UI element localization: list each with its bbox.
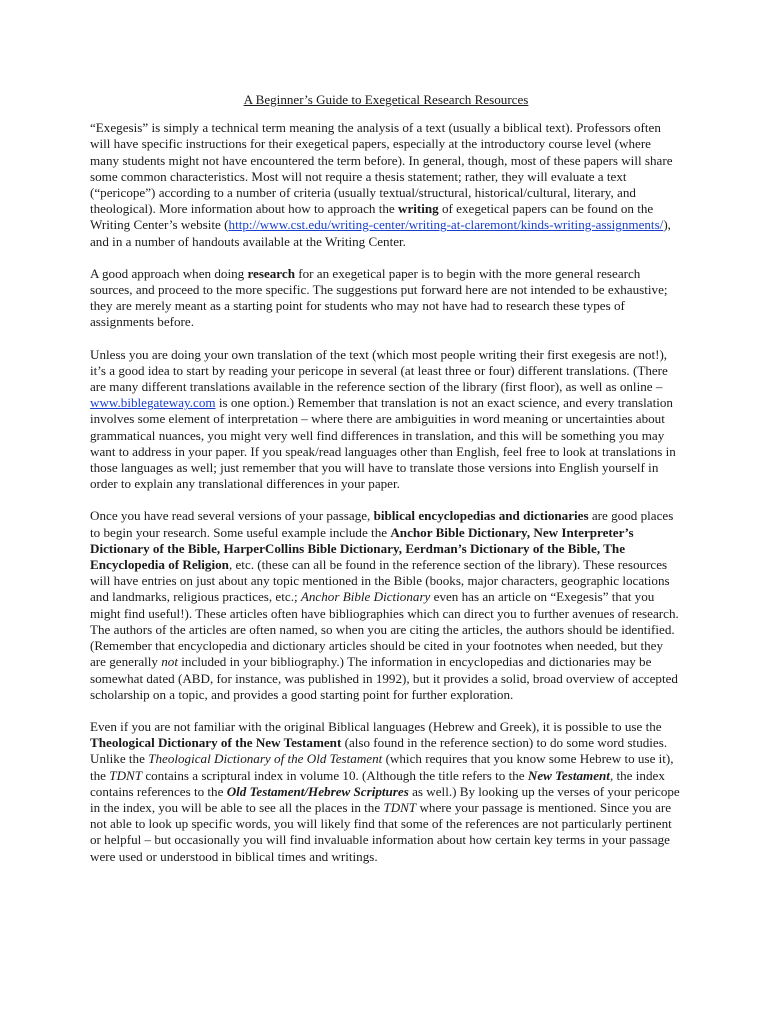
writing-center-link[interactable]: http://www.cst.edu/writing-center/writing-at-claremont/kinds-writing-assignments/ xyxy=(228,217,664,233)
text: , the index contains references to the xyxy=(90,767,665,799)
bold-encyclopedias: biblical encyclopedias and dictionaries xyxy=(373,508,589,524)
bold-dictionary-list: Anchor Bible Dictionary, New Interpreter’s Dictionary of the Bible, HarperCollins Bible Dictionary, Eerdman’s Dictionary of the Bible, The Encyclopedia of Religion xyxy=(90,524,634,573)
bold-italic-old-testament: Old Testament/Hebrew Scriptures xyxy=(226,783,409,799)
text: as well.) By looking up the verses of your pericope in the index, you will be able to see all the places in the xyxy=(90,783,680,815)
text: for an exegetical paper is to begin with the more general research sources, and proceed to the more specific. The suggestions put forward here are not intended to be exhaustive; they are merely meant as a starting point for students who may not have had to research these types of assignments before. xyxy=(90,265,668,330)
text: A good approach when doing xyxy=(90,265,248,281)
text: , etc. (these can all be found in the reference section of the library). These resources will have entries on just about any topic mentioned in the Bible (books, major characters, geographic locations and landmarks, religious practices, etc.; xyxy=(90,557,670,605)
text: are good places to begin your research. Some useful example include the xyxy=(90,508,674,540)
text: Once you have read several versions of your passage, xyxy=(90,508,374,524)
paragraph-tdnt xyxy=(90,719,682,865)
text: (which requires that you know some Hebrew to use it), the xyxy=(90,751,674,783)
text: included in your bibliography.) The information in encyclopedias and dictionaries may be somewhat dated (ABD, for instance, was published in 1992), but it provides a solid, broad overview of accepted scholarship on a topic, and provides a good starting point for further exploration. xyxy=(90,654,678,702)
paragraph-research-approach xyxy=(90,266,682,331)
paragraph-encyclopedias xyxy=(90,508,682,702)
bold-writing: writing xyxy=(397,201,439,217)
bold-tdnt: Theological Dictionary of the New Testament xyxy=(90,735,342,751)
italic-tdnt: TDNT xyxy=(109,767,143,783)
text: “Exegesis” is simply a technical term meaning the analysis of a text (usually a biblical text). Professors often will have specific instructions for their exegetical papers, especially at the introductory course level (where many students might not have encountered the term before). In general, though, most of these papers will share some common characteristics. Most will not require a thesis statement; rather, they will evaluate a text (“pericope”) according to a number of criteria (usually textual/structural, historical/cultural, literary, and theological). More information about how to approach the xyxy=(90,120,673,217)
italic-abd: Anchor Bible Dictionary xyxy=(300,589,431,605)
italic-tdnt: TDNT xyxy=(383,799,417,815)
bold-italic-new-testament: New Testament xyxy=(527,767,610,783)
document-title: A Beginner’s Guide to Exegetical Research Resources xyxy=(243,92,529,107)
biblegateway-link[interactable]: www.biblegateway.com xyxy=(90,395,216,411)
bold-research: research xyxy=(247,265,295,281)
paragraph-translations xyxy=(90,347,682,493)
italic-not: not xyxy=(161,654,178,670)
text: (also found in the reference section) to do some word studies. Unlike the xyxy=(90,735,668,767)
text: is one option.) Remember that translation is not an exact science, and every translation involves some element of interpretation – where there are ambiguities in word meaning or uncertainties about grammatical nuances, you might very well find differences in translation, and this will be something you may want to address in your paper. If you speak/read languages other than English, feel free to look at translations in those languages as well; just remember that you will have to translate those versions into English yourself in order to explain any translational differences in your paper. xyxy=(90,395,676,492)
italic-tdot: Theological Dictionary of the Old Testament xyxy=(148,751,383,767)
text: where your passage is mentioned. Since you are not able to look up specific words, you will likely find that some of the references are not particularly pertinent or helpful – but occasionally you will find invaluable information about how certain key terms in your passage were used or understood in biblical times and writings. xyxy=(90,799,672,864)
text: ), and in a number of handouts available at the Writing Center. xyxy=(90,217,671,249)
document-page xyxy=(90,92,682,881)
text: of exegetical papers can be found on the Writing Center’s website ( xyxy=(90,201,654,233)
text: Even if you are not familiar with the original Biblical languages (Hebrew and Greek), it is possible to use the xyxy=(90,718,662,734)
paragraph-exegesis-intro xyxy=(90,120,682,250)
text: Unless you are doing your own translation of the text (which most people writing their first exegesis are not!), it’s a good idea to start by reading your pericope in several (at least three or four) different translations. (There are many different translations available in the reference section of the library (first floor), as well as online – xyxy=(90,346,668,395)
text: even has an article on “Exegesis” that you might find useful!). These articles often have bibliographies which can direct you to further avenues of research. The authors of the articles are often named, so when you are citing the articles, the authors should be identified. (Remember that encyclopedia and dictionary articles should be cited in your footnotes when needed, but they are generally xyxy=(90,589,679,670)
text: contains a scriptural index in volume 10. (Although the title refers to the xyxy=(142,767,528,783)
